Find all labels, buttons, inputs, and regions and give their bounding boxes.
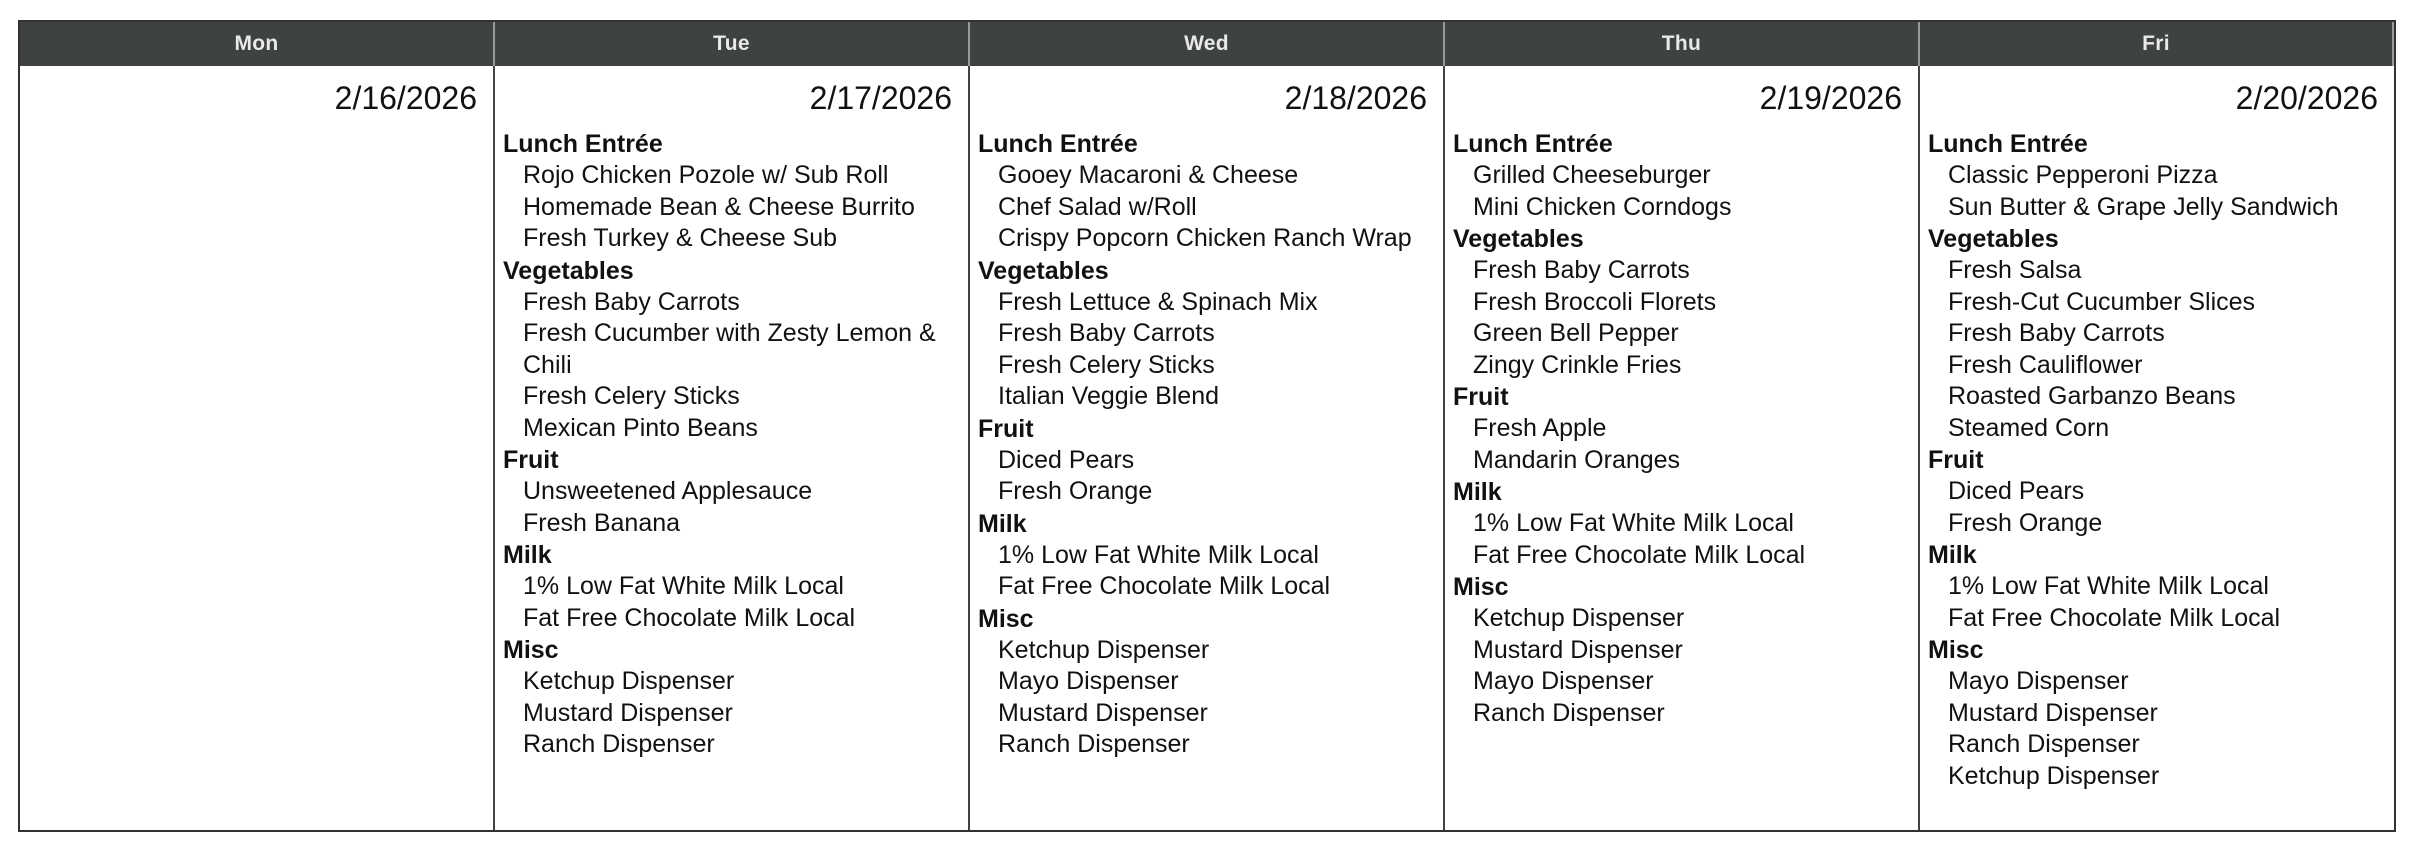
menu-item: Ketchup Dispenser (1948, 761, 2160, 790)
menu-item: Fresh-Cut Cucumber Slices (1948, 287, 2256, 316)
menu-item: Sun Butter & Grape Jelly Sandwich (1948, 192, 2339, 221)
menu-item: Ranch Dispenser (998, 730, 1190, 758)
menu-item: Steamed Corn (1948, 413, 2110, 442)
category-label: Milk (1453, 478, 1502, 506)
menu-category-group (503, 255, 962, 445)
menu-item: Fresh Baby Carrots (1948, 319, 2165, 347)
menu-category-group (978, 128, 1437, 255)
menu-item: Mustard Dispenser (998, 698, 1208, 727)
menu-category-group (1928, 223, 2388, 444)
menu-category-group (503, 444, 962, 539)
menu-category-group (1453, 381, 1912, 476)
menu-item: Fat Free Chocolate Milk Local (523, 603, 856, 632)
menu-item: Green Bell Pepper (1473, 319, 1679, 347)
menu-item: Mini Chicken Corndogs (1473, 192, 1732, 221)
menu-item: Mandarin Oranges (1473, 445, 1681, 474)
category-label: Misc (978, 604, 1034, 633)
menu-item: Gooey Macaroni & Cheese (998, 161, 1299, 189)
category-label: Fruit (1453, 383, 1509, 411)
menu-item: Grilled Cheeseburger (1473, 161, 1711, 189)
category-label: Fruit (503, 446, 559, 474)
category-label: Milk (978, 509, 1027, 538)
menu-category-group (503, 634, 962, 761)
menu-item: Mustard Dispenser (1473, 635, 1683, 664)
menu-item: Fresh Turkey & Cheese Sub (523, 224, 838, 252)
menu-item: Fresh Baby Carrots (1473, 256, 1690, 284)
menu-item: Mexican Pinto Beans (523, 413, 758, 442)
day-header-wed: Wed (970, 22, 1445, 66)
day-cell-wed (970, 66, 1445, 830)
menu-item: Fresh Celery Sticks (523, 382, 740, 410)
category-label: Misc (503, 636, 559, 664)
menu-item: Fresh Salsa (1948, 256, 2082, 284)
menu-item: Ranch Dispenser (523, 730, 715, 758)
day-cell-fri (1920, 66, 2394, 830)
menu-item: 1% Low Fat White Milk Local (1473, 509, 1794, 537)
day-cell-tue (495, 66, 970, 830)
category-label: Lunch Entrée (1928, 130, 2088, 158)
menu-item: Mayo Dispenser (1948, 667, 2129, 695)
menu-category-group (1928, 634, 2388, 792)
menu-item: Fresh Baby Carrots (998, 319, 1215, 347)
menu-item: Crispy Popcorn Chicken Ranch Wrap (998, 224, 1412, 252)
menu-item: Fresh Lettuce & Spinach Mix (998, 287, 1318, 316)
menu-item: Fat Free Chocolate Milk Local (998, 572, 1331, 600)
day-header-fri: Fri (1920, 22, 2394, 66)
menu-item: Fresh Orange (998, 477, 1153, 505)
category-label: Misc (1928, 636, 1984, 664)
menu-item: Ketchup Dispenser (1473, 604, 1685, 632)
menu-category-group (1453, 571, 1912, 729)
day-header-mon: Mon (20, 22, 495, 66)
menu-item: Mustard Dispenser (523, 698, 733, 727)
category-label: Vegetables (503, 256, 634, 285)
category-label: Lunch Entrée (978, 130, 1138, 158)
menu-item: Ranch Dispenser (1473, 698, 1665, 727)
category-list (978, 128, 1437, 761)
menu-category-group (978, 508, 1437, 603)
menu-item: Homemade Bean & Cheese Burrito (523, 192, 915, 221)
menu-category-group (1928, 539, 2388, 634)
menu-item: Ketchup Dispenser (998, 635, 1210, 664)
menu-item: Ketchup Dispenser (523, 667, 735, 695)
menu-item: Fresh Apple (1473, 414, 1607, 442)
category-label: Misc (1453, 573, 1509, 601)
date-label: 2/16/2026 (334, 80, 477, 116)
menu-category-group (1928, 128, 2388, 223)
weekly-menu-table (18, 20, 2396, 832)
menu-item: Fresh Banana (523, 508, 681, 537)
day-cell-mon (20, 66, 495, 830)
day-header-thu: Thu (1445, 22, 1920, 66)
menu-item: Unsweetened Applesauce (523, 477, 813, 505)
menu-item: Diced Pears (998, 445, 1135, 474)
menu-category-group (1453, 476, 1912, 571)
menu-category-group (1453, 223, 1912, 381)
day-header-tue: Tue (495, 22, 970, 66)
category-label: Lunch Entrée (1453, 130, 1613, 158)
category-list (503, 128, 962, 761)
menu-item: Rojo Chicken Pozole w/ Sub Roll (523, 161, 889, 189)
day-cell-thu (1445, 66, 1920, 830)
menu-category-group (1453, 128, 1912, 223)
menu-item: Fat Free Chocolate Milk Local (1473, 540, 1806, 569)
menu-item: Roasted Garbanzo Beans (1948, 382, 2236, 410)
menu-item: 1% Low Fat White Milk Local (998, 540, 1319, 569)
menu-item: 1% Low Fat White Milk Local (1948, 572, 2269, 600)
category-label: Lunch Entrée (503, 130, 663, 158)
menu-item: Mayo Dispenser (1473, 667, 1654, 695)
menu-item: Italian Veggie Blend (998, 382, 1220, 410)
menu-category-group (978, 603, 1437, 761)
category-label: Milk (1928, 541, 1977, 569)
menu-item: Fresh Orange (1948, 508, 2103, 537)
menu-item: Fresh Broccoli Florets (1473, 287, 1717, 316)
date-label: 2/20/2026 (2235, 80, 2378, 116)
date-label: 2/17/2026 (809, 80, 952, 116)
category-label: Vegetables (1453, 225, 1584, 253)
menu-item: Fresh Celery Sticks (998, 350, 1215, 379)
category-list (1928, 128, 2388, 792)
menu-item: Chef Salad w/Roll (998, 192, 1197, 221)
menu-category-group (978, 413, 1437, 508)
menu-item: Mayo Dispenser (998, 667, 1179, 695)
menu-category-group (503, 128, 962, 255)
category-label: Fruit (978, 414, 1034, 443)
menu-item: Zingy Crinkle Fries (1473, 350, 1682, 379)
menu-item: Classic Pepperoni Pizza (1948, 161, 2218, 189)
menu-category-group (503, 539, 962, 634)
category-list (1453, 128, 1912, 729)
menu-item: Diced Pears (1948, 477, 2085, 505)
date-label: 2/19/2026 (1759, 80, 1902, 116)
menu-item: Fat Free Chocolate Milk Local (1948, 603, 2281, 632)
menu-item: Fresh Cucumber with Zesty Lemon & Chili (523, 319, 936, 379)
category-label: Vegetables (1928, 225, 2059, 253)
menu-category-group (1928, 444, 2388, 539)
menu-item: Ranch Dispenser (1948, 730, 2140, 758)
category-label: Milk (503, 541, 552, 569)
date-label: 2/18/2026 (1284, 80, 1427, 116)
menu-category-group (978, 255, 1437, 413)
category-label: Vegetables (978, 256, 1109, 285)
category-label: Fruit (1928, 446, 1984, 474)
menu-item: Mustard Dispenser (1948, 698, 2158, 727)
menu-item: 1% Low Fat White Milk Local (523, 572, 844, 600)
menu-item: Fresh Cauliflower (1948, 350, 2143, 379)
menu-item: Fresh Baby Carrots (523, 287, 740, 316)
